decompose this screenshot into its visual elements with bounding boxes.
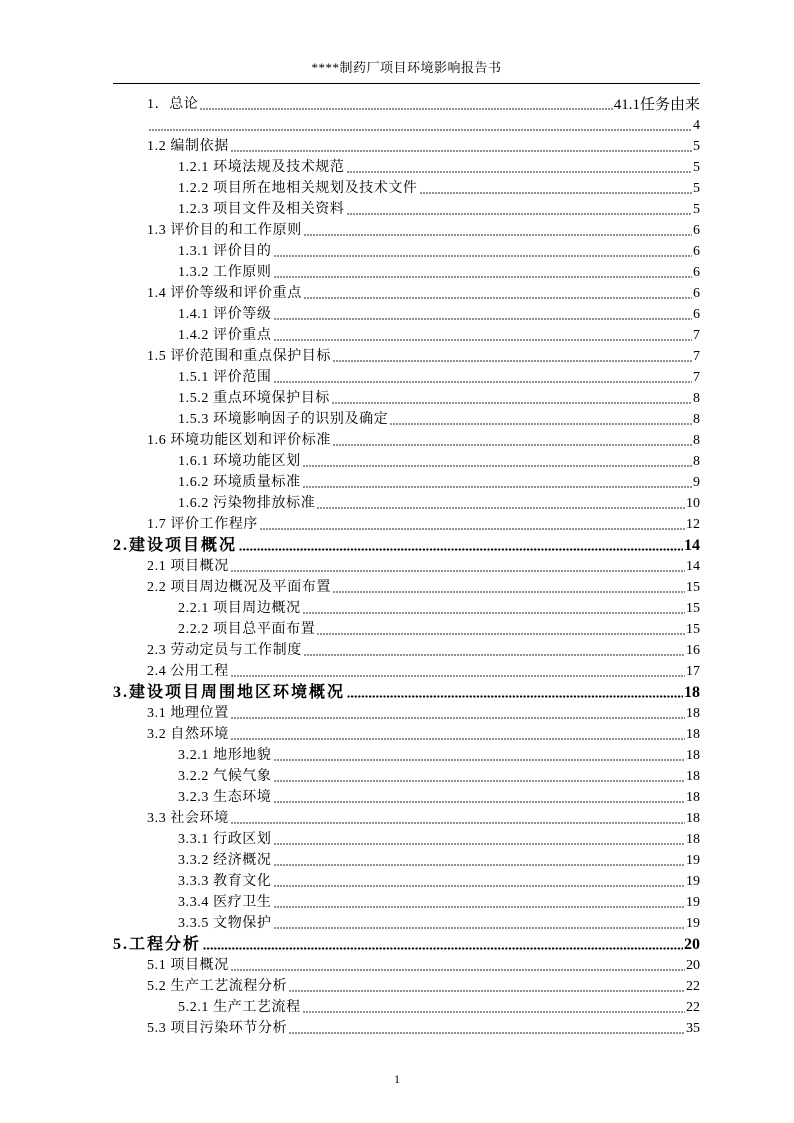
toc-entry: [113, 724, 700, 745]
page-number: 1: [394, 1072, 400, 1086]
toc-entry-page-number: 4: [693, 118, 700, 133]
toc-dot-leader: [304, 234, 692, 236]
toc-dot-leader: [333, 360, 692, 362]
toc-entry-page-number: 18: [686, 706, 700, 721]
toc-entry-label: 1.6.2 污染物排放标准: [178, 496, 316, 511]
toc-entry: [113, 430, 700, 451]
toc-entry-label: 1.6.2 环境质量标准: [178, 475, 301, 490]
toc-dot-leader: [274, 339, 693, 341]
toc-entry: [113, 766, 700, 787]
page-footer: [0, 1071, 794, 1087]
toc-entry: [113, 325, 700, 346]
toc-entry: [113, 997, 700, 1018]
document-title: ****制药厂项目环境影响报告书: [311, 60, 502, 75]
toc-entry: [113, 94, 700, 115]
toc-entry-label: 2.4 公用工程: [147, 664, 229, 679]
toc-entry-page-number: 16: [686, 643, 700, 658]
page-header: [113, 58, 700, 84]
toc-entry-label: 3.1 地理位置: [147, 706, 229, 721]
toc-entry-page-number: 18: [686, 790, 700, 805]
toc-entry-page-number: 18: [686, 769, 700, 784]
toc-entry-page-number: 8: [693, 391, 700, 406]
toc-chapter-entry: [113, 535, 700, 556]
toc-entry: [113, 367, 700, 388]
toc-entry: [113, 976, 700, 997]
toc-dot-leader: [231, 150, 692, 152]
toc-entry: [113, 808, 700, 829]
toc-chapter-entry: [113, 682, 700, 703]
toc-dot-leader: [289, 990, 685, 992]
toc-entry: [113, 388, 700, 409]
toc-entry: [113, 955, 700, 976]
toc-dot-leader: [149, 129, 692, 131]
toc-entry-page-number: 8: [693, 433, 700, 448]
toc-entry-label: 1.5 评价范围和重点保护目标: [147, 349, 331, 364]
toc-entry-page-number: 5: [693, 202, 700, 217]
toc-entry: [113, 409, 700, 430]
toc-entry: [113, 283, 700, 304]
toc-entry-page-number: 41.1任务由来: [613, 97, 700, 113]
toc-dot-leader: [274, 381, 693, 383]
toc-entry-label: 3.2.3 生态环境: [178, 790, 272, 805]
toc-entry-page-number: 15: [686, 622, 700, 637]
toc-entry: [113, 745, 700, 766]
toc-entry-label: 3.3 社会环境: [147, 811, 229, 826]
toc-entry-label: 2.建设项目概况: [113, 537, 238, 554]
toc-entry: [113, 472, 700, 493]
toc-entry-page-number: 20: [686, 958, 700, 973]
toc-entry-label: 1.5.1 评价范围: [178, 370, 272, 385]
toc-dot-leader: [317, 633, 685, 635]
toc-entry: [113, 262, 700, 283]
toc-entry-page-number: 7: [693, 370, 700, 385]
toc-entry: [113, 178, 700, 199]
toc-entry-page-number: 15: [686, 601, 700, 616]
toc-dot-leader: [231, 822, 685, 824]
toc-dot-leader: [274, 759, 686, 761]
toc-dot-leader: [260, 528, 685, 530]
toc-entry-page-number: 22: [686, 1000, 700, 1015]
toc-dot-leader: [347, 213, 693, 215]
toc-entry-page-number: 14: [684, 537, 700, 554]
toc-dot-leader: [289, 1032, 685, 1034]
toc-entry-label: 3.建设项目周围地区环境概况: [113, 684, 346, 701]
toc-entry-page-number: 7: [693, 328, 700, 343]
toc-entry-page-number: 7: [693, 349, 700, 364]
toc-dot-leader: [333, 444, 692, 446]
toc-entry-label: 5.3 项目污染环节分析: [147, 1021, 288, 1036]
toc-entry-label: 1.2.3 项目文件及相关资料: [178, 202, 345, 217]
toc-entry: [113, 640, 700, 661]
toc-entry-label: 1.2.2 项目所在地相关规划及技术文件: [178, 181, 418, 196]
toc-entry-label: 1.6 环境功能区划和评价标准: [147, 433, 331, 448]
toc-entry-label: 1.5.3 环境影响因子的识别及确定: [178, 412, 389, 427]
toc-entry-page-number: 9: [693, 475, 700, 490]
toc-entry: [113, 871, 700, 892]
toc-entry: [113, 556, 700, 577]
toc-entry-label: 1.6.1 环境功能区划: [178, 454, 301, 469]
toc-entry: [113, 703, 700, 724]
toc-entry-label: 3.2.1 地形地貌: [178, 748, 272, 763]
toc-dot-leader: [333, 591, 685, 593]
toc-entry-label: 1.3.1 评价目的: [178, 244, 272, 259]
toc-dot-leader: [231, 717, 685, 719]
toc-dot-leader: [304, 297, 692, 299]
toc-entry: [113, 241, 700, 262]
toc-dot-leader: [239, 548, 683, 551]
toc-entry: [113, 619, 700, 640]
toc-dot-leader: [304, 654, 685, 656]
toc-dot-leader: [303, 486, 692, 488]
toc-dot-leader: [317, 507, 685, 509]
toc-dot-leader: [274, 864, 686, 866]
toc-dot-leader: [231, 675, 685, 677]
toc-entry-label: 3.3.2 经济概况: [178, 853, 272, 868]
toc-chapter-entry: [113, 934, 700, 955]
toc-dot-leader: [347, 171, 693, 173]
toc-entry-page-number: 6: [693, 244, 700, 259]
toc-entry-page-number: 5: [693, 139, 700, 154]
toc-entry-label: 1.5.2 重点环境保护目标: [178, 391, 330, 406]
toc-entry-label: 1.2.1 环境法规及技术规范: [178, 160, 345, 175]
toc-entry-page-number: 5: [693, 160, 700, 175]
toc-entry-label: 3.2.2 气候气象: [178, 769, 272, 784]
toc-entry-page-number: 18: [686, 727, 700, 742]
toc-dot-leader: [390, 423, 692, 425]
toc-entry: [113, 304, 700, 325]
toc-dot-leader: [274, 843, 686, 845]
toc-dot-leader: [274, 318, 693, 320]
toc-entry: [113, 136, 700, 157]
toc-entry-page-number: 35: [686, 1021, 700, 1036]
toc-entry: [113, 346, 700, 367]
toc-dot-leader: [303, 612, 685, 614]
toc-entry-page-number: 22: [686, 979, 700, 994]
toc-entry-page-number: 8: [693, 412, 700, 427]
toc-entry-label: 1.2 编制依据: [147, 139, 229, 154]
toc-entry: [113, 1018, 700, 1039]
toc-dot-leader: [420, 192, 693, 194]
toc-entry: [113, 493, 700, 514]
toc-entry-label: 1.3 评价目的和工作原则: [147, 223, 302, 238]
toc-entry-label: 2.2.1 项目周边概况: [178, 601, 301, 616]
toc-entry-page-number: 18: [686, 832, 700, 847]
toc-entry-page-number: 8: [693, 454, 700, 469]
toc-entry: [113, 220, 700, 241]
toc-entry-page-number: 19: [686, 895, 700, 910]
toc-dot-leader: [200, 108, 612, 110]
toc-entry-page-number: 19: [686, 874, 700, 889]
toc-dot-leader: [231, 738, 685, 740]
toc-entry: [113, 577, 700, 598]
toc-entry: [113, 829, 700, 850]
toc-entry-label: 3.3.4 医疗卫生: [178, 895, 272, 910]
toc-entry-label: 2.2 项目周边概况及平面布置: [147, 580, 331, 595]
toc-entry-label: 3.2 自然环境: [147, 727, 229, 742]
toc-entry-label: 5.2.1 生产工艺流程: [178, 1000, 301, 1015]
toc-entry: [113, 892, 700, 913]
toc-entry: [113, 787, 700, 808]
toc-entry-page-number: 12: [686, 517, 700, 532]
toc-entry: [113, 451, 700, 472]
toc-entry-label: 3.3.1 行政区划: [178, 832, 272, 847]
toc-dot-leader: [203, 947, 683, 950]
table-of-contents: [113, 94, 700, 1039]
toc-dot-leader: [274, 276, 693, 278]
toc-entry-label: 1.3.2 工作原则: [178, 265, 272, 280]
toc-entry-label: 1．总论: [147, 97, 199, 112]
toc-entry-page-number: 20: [684, 936, 700, 953]
toc-entry: [113, 913, 700, 934]
toc-entry-page-number: 6: [693, 307, 700, 322]
toc-entry-page-number: 19: [686, 916, 700, 931]
toc-entry-page-number: 18: [686, 748, 700, 763]
toc-entry-page-number: 6: [693, 265, 700, 280]
toc-entry-page-number: 14: [686, 559, 700, 574]
toc-entry-label: 3.3.5 文物保护: [178, 916, 272, 931]
toc-dot-leader: [274, 255, 693, 257]
toc-dot-leader: [332, 402, 692, 404]
toc-entry: [113, 598, 700, 619]
toc-dot-leader: [303, 465, 692, 467]
toc-dot-leader: [231, 969, 685, 971]
toc-entry-page-number: 6: [693, 223, 700, 238]
toc-entry-page-number: 18: [686, 811, 700, 826]
toc-entry-page-number: 19: [686, 853, 700, 868]
toc-entry-page-number: 17: [686, 664, 700, 679]
toc-entry-page-number: 6: [693, 286, 700, 301]
toc-entry-label: 1.4.1 评价等级: [178, 307, 272, 322]
toc-entry-page-number: 10: [686, 496, 700, 511]
toc-entry: [113, 850, 700, 871]
toc-entry-label: 1.4.2 评价重点: [178, 328, 272, 343]
toc-entry: [113, 157, 700, 178]
toc-entry-label: 5.工程分析: [113, 936, 202, 953]
toc-dot-leader: [347, 695, 683, 698]
toc-entry-label: 2.1 项目概况: [147, 559, 229, 574]
toc-entry-label: 5.2 生产工艺流程分析: [147, 979, 288, 994]
toc-dot-leader: [231, 570, 685, 572]
toc-entry: [113, 661, 700, 682]
toc-entry-page-number: 15: [686, 580, 700, 595]
toc-entry-label: 1.4 评价等级和评价重点: [147, 286, 302, 301]
toc-dot-leader: [274, 927, 686, 929]
toc-entry: [113, 514, 700, 535]
toc-entry-label: 3.3.3 教育文化: [178, 874, 272, 889]
toc-dot-leader: [274, 780, 686, 782]
toc-dot-leader: [274, 906, 686, 908]
toc-entry-page-number: 18: [684, 684, 700, 701]
toc-dot-leader: [274, 801, 686, 803]
toc-entry: [113, 115, 700, 136]
toc-dot-leader: [303, 1011, 685, 1013]
toc-entry-label: 2.2.2 项目总平面布置: [178, 622, 316, 637]
toc-entry-label: 2.3 劳动定员与工作制度: [147, 643, 302, 658]
toc-entry-label: 1.7 评价工作程序: [147, 517, 258, 532]
toc-entry: [113, 199, 700, 220]
toc-entry-page-number: 5: [693, 181, 700, 196]
toc-entry-label: 5.1 项目概况: [147, 958, 229, 973]
toc-dot-leader: [274, 885, 686, 887]
